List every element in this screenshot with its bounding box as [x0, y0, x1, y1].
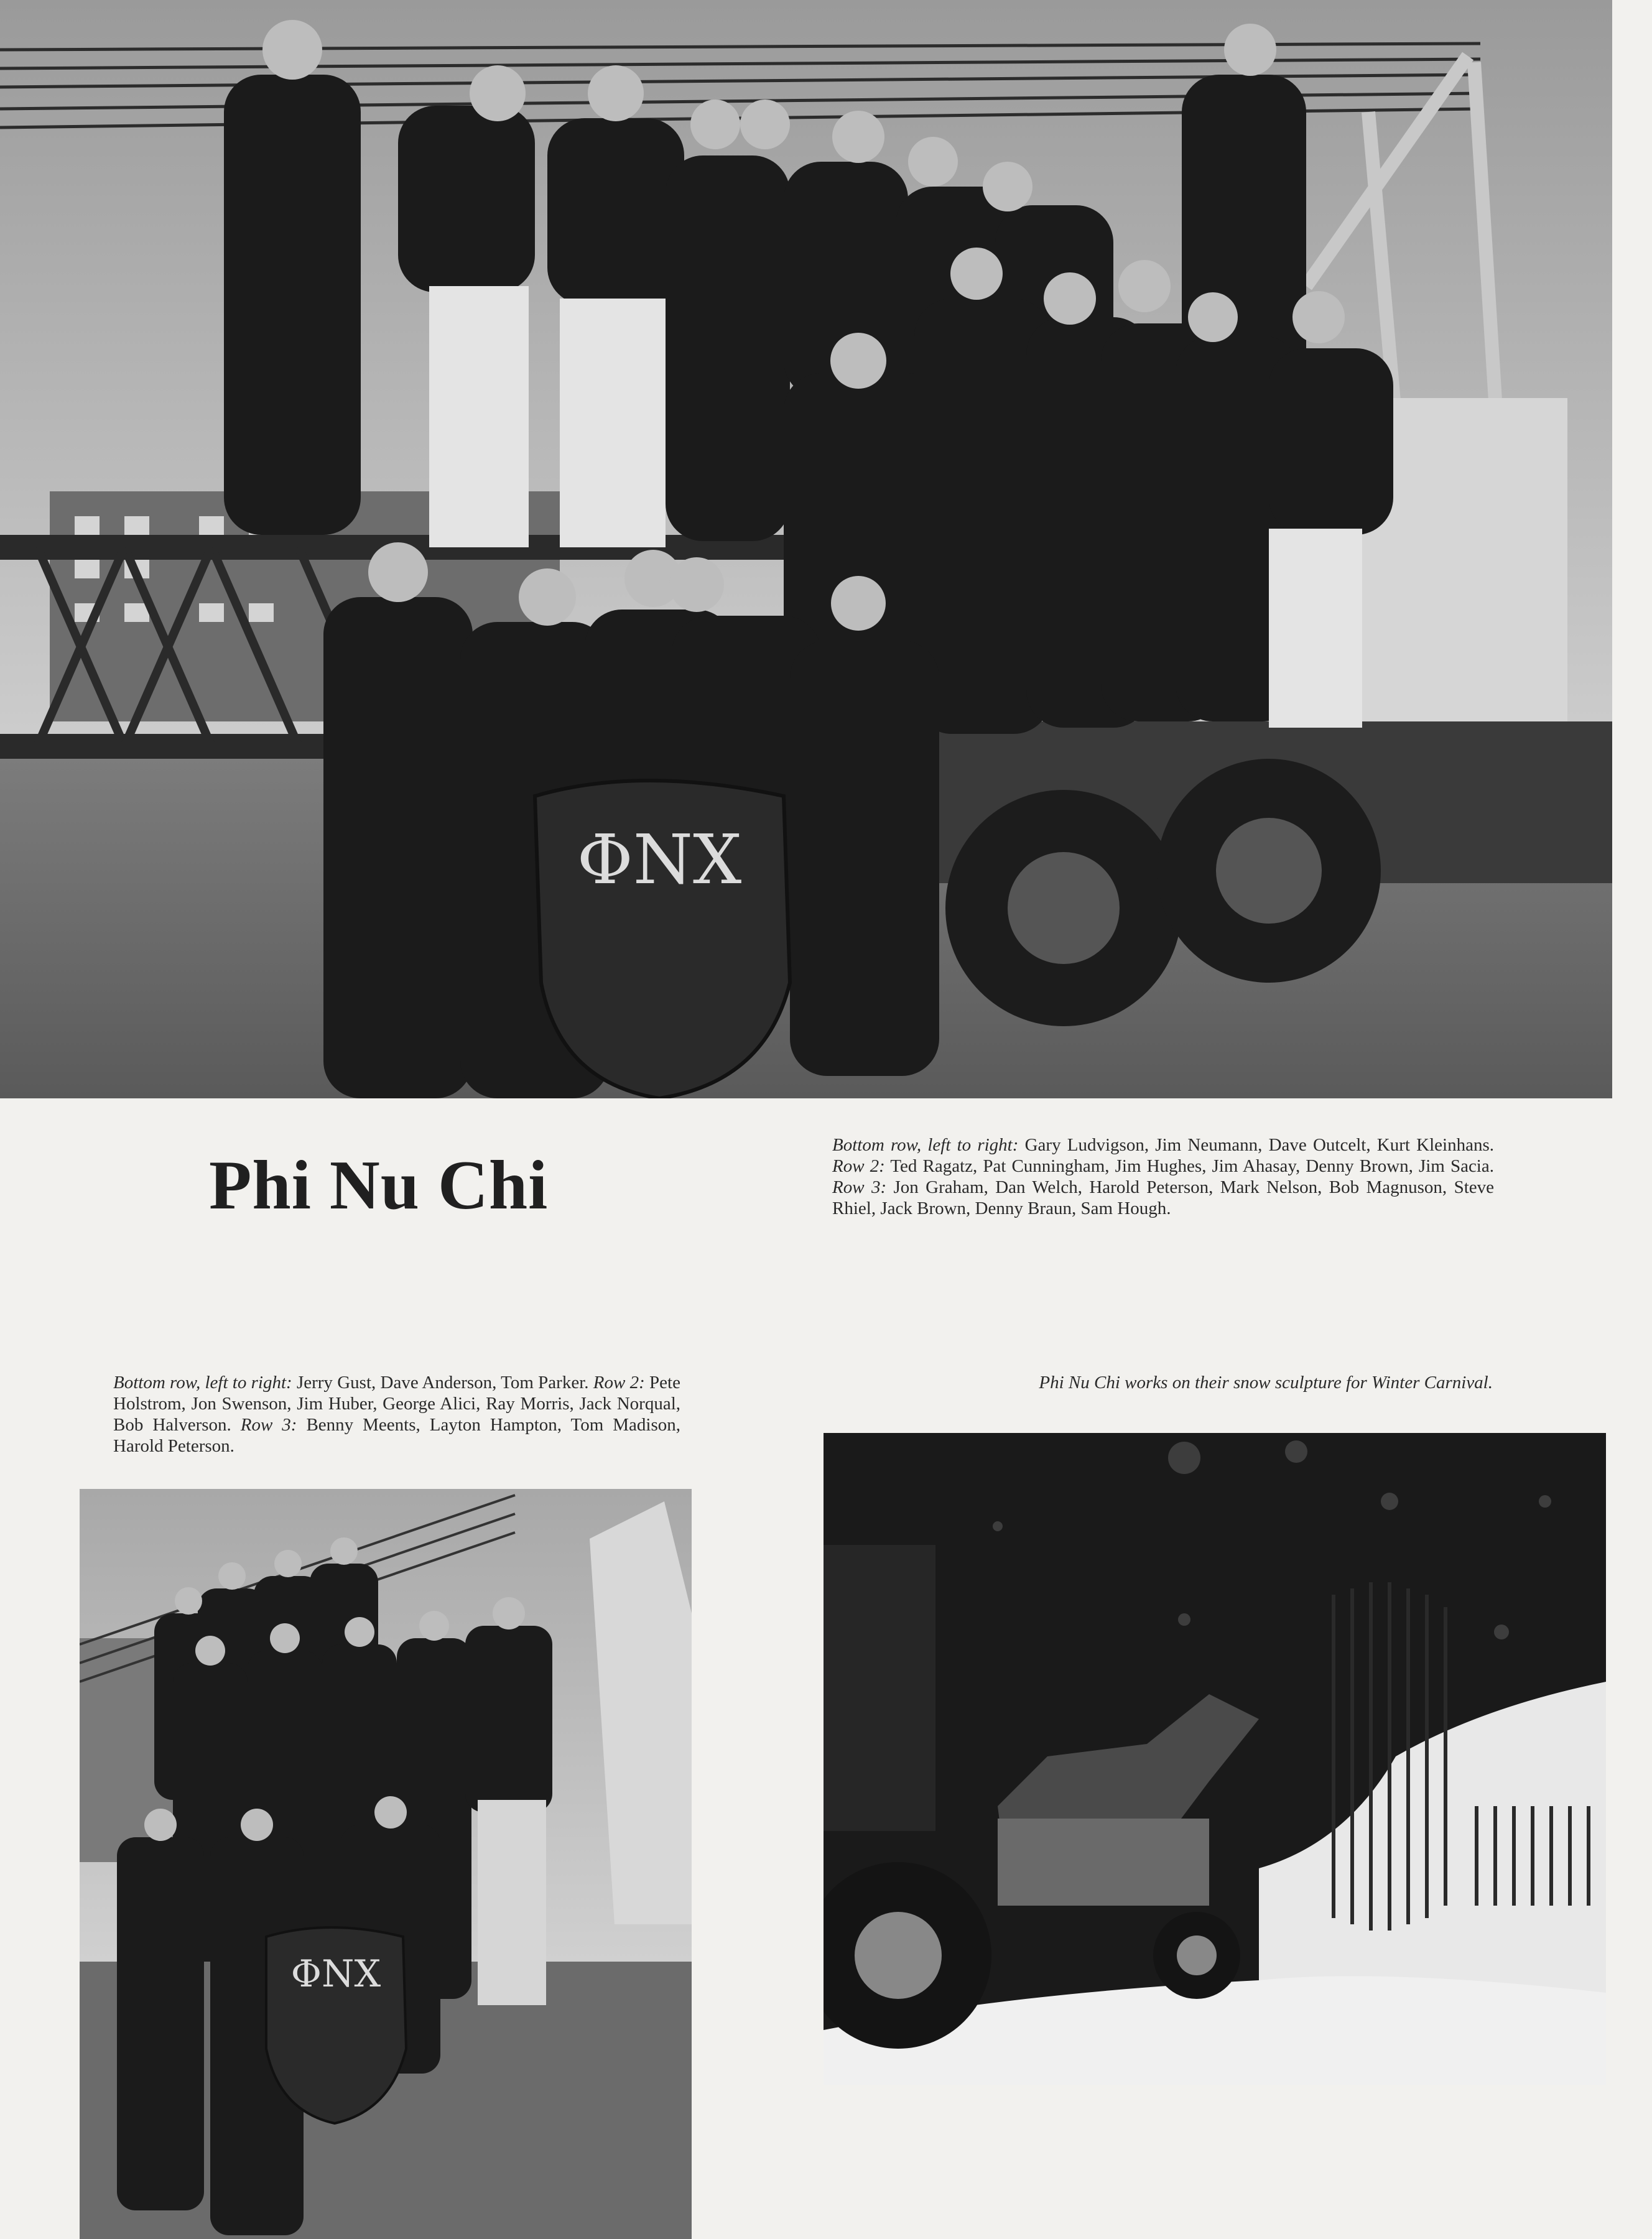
caption-text: Pete Holstrom, Jon Swenson, Jim Huber, George Alici, Ray Morris, Jack Norqual, Bob Halverson.: [113, 1373, 680, 1435]
svg-text:ΦΝΧ: ΦΝΧ: [290, 1952, 381, 1996]
caption-top-photo: [832, 1134, 1494, 1219]
caption-label: Row 3:: [240, 1415, 297, 1435]
group-photo-top: [0, 0, 1612, 1098]
caption-text: Jon Graham, Dan Welch, Harold Peterson, Mark Nelson, Bob Magnuson, Steve Rhiel, Jack Brown, Denny Braun, Sam Hough.: [832, 1177, 1494, 1218]
snow-sculpture-photo: [824, 1433, 1606, 2085]
group-photo-top-image: [0, 0, 1612, 1098]
caption-text: Gary Ludvigson, Jim Neumann, Dave Outcelt, Kurt Kleinhans.: [1018, 1135, 1494, 1155]
caption-text: Jerry Gust, Dave Anderson, Tom Parker.: [292, 1373, 593, 1393]
caption-label: Row 2:: [593, 1373, 645, 1393]
caption-text: Benny Meents, Layton Hampton, Tom Madison, Harold Peterson.: [113, 1415, 680, 1456]
caption-text: Ted Ragatz, Pat Cunningham, Jim Hughes, Jim Ahasay, Denny Brown, Jim Sacia.: [884, 1156, 1494, 1176]
caption-label: Row 2:: [832, 1156, 885, 1176]
caption-label: Bottom row, left to right:: [832, 1135, 1019, 1155]
caption-label: Row 3:: [832, 1177, 887, 1197]
svg-text:ΦΝΧ: ΦΝΧ: [577, 820, 742, 899]
caption-bottom-left-photo: [113, 1372, 680, 1457]
caption-bottom-right-photo: Phi Nu Chi works on their snow sculpture for Winter Carnival.: [1039, 1373, 1493, 1393]
group-photo-bottom-left: [80, 1489, 692, 2239]
snow-sculpture-photo-image: [824, 1433, 1606, 2085]
caption-label: Bottom row, left to right:: [113, 1373, 292, 1393]
page-title: Phi Nu Chi: [209, 1147, 549, 1224]
group-photo-bottom-left-image: [80, 1489, 692, 2239]
